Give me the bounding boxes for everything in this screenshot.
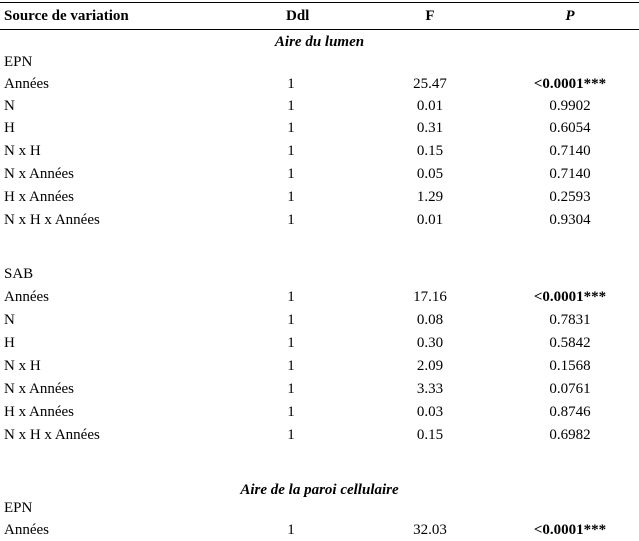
row-f: 32.03 bbox=[413, 522, 447, 538]
group-label bbox=[0, 497, 639, 519]
row-p: 0.7831 bbox=[549, 312, 591, 328]
section-title: Aire du lumen bbox=[274, 34, 365, 50]
row-f: 0.01 bbox=[416, 98, 444, 114]
row-source: H x Années bbox=[4, 189, 74, 205]
row-source: N x Années bbox=[4, 381, 74, 397]
row-p: 0.1568 bbox=[549, 358, 591, 374]
row-source: N x H x Années bbox=[4, 427, 100, 443]
table-row bbox=[0, 186, 639, 208]
row-p: 0.8746 bbox=[549, 404, 591, 420]
row-p: 0.7140 bbox=[549, 166, 591, 182]
header-ddl: Ddl bbox=[286, 8, 310, 24]
row-source: N x H x Années bbox=[4, 212, 100, 228]
row-source: Années bbox=[4, 522, 49, 538]
row-f: 0.30 bbox=[416, 335, 444, 351]
table-row bbox=[0, 95, 639, 117]
row-f: 17.16 bbox=[413, 289, 447, 305]
row-ddl: 1 bbox=[287, 98, 295, 114]
row-f: 25.47 bbox=[413, 76, 447, 92]
group-label bbox=[0, 51, 639, 73]
group-name: SAB bbox=[4, 266, 34, 282]
table-row bbox=[0, 209, 639, 231]
row-p: 0.6054 bbox=[549, 120, 591, 136]
row-ddl: 1 bbox=[287, 427, 295, 443]
table-row bbox=[0, 519, 639, 541]
row-p: 0.7140 bbox=[549, 143, 591, 159]
row-ddl: 1 bbox=[287, 289, 295, 305]
row-p: 0.9304 bbox=[549, 212, 591, 228]
table-row bbox=[0, 286, 639, 308]
group-name: EPN bbox=[4, 54, 33, 70]
row-source: Années bbox=[4, 289, 49, 305]
row-f: 2.09 bbox=[416, 358, 444, 374]
table-row bbox=[0, 378, 639, 400]
table-row bbox=[0, 309, 639, 331]
row-source: H bbox=[4, 335, 15, 351]
row-f: 0.15 bbox=[416, 427, 444, 443]
row-p: 0.6982 bbox=[549, 427, 591, 443]
row-source: N x H bbox=[4, 358, 41, 374]
row-ddl: 1 bbox=[287, 404, 295, 420]
row-p: 0.0761 bbox=[549, 381, 591, 397]
row-p: 0.5842 bbox=[549, 335, 591, 351]
row-ddl: 1 bbox=[287, 143, 295, 159]
row-ddl: 1 bbox=[287, 212, 295, 228]
row-ddl: 1 bbox=[287, 522, 295, 538]
row-ddl: 1 bbox=[287, 381, 295, 397]
row-source: N x Années bbox=[4, 166, 74, 182]
row-source: N bbox=[4, 312, 15, 328]
table-row bbox=[0, 73, 639, 95]
row-ddl: 1 bbox=[287, 76, 295, 92]
header-source: Source de variation bbox=[4, 8, 129, 24]
row-f: 0.31 bbox=[416, 120, 444, 136]
row-f: 0.08 bbox=[416, 312, 444, 328]
table-row bbox=[0, 140, 639, 162]
row-p: 0.9902 bbox=[549, 98, 591, 114]
header-rule bbox=[0, 29, 639, 30]
row-f: 0.05 bbox=[416, 166, 444, 182]
table-row bbox=[0, 424, 639, 446]
row-source: N x H bbox=[4, 143, 41, 159]
row-p: <0.0001*** bbox=[533, 522, 607, 538]
row-p: 0.2593 bbox=[549, 189, 591, 205]
row-p: <0.0001*** bbox=[533, 76, 607, 92]
row-f: 3.33 bbox=[416, 381, 444, 397]
row-ddl: 1 bbox=[287, 120, 295, 136]
row-p: <0.0001*** bbox=[533, 289, 607, 305]
row-ddl: 1 bbox=[287, 189, 295, 205]
row-f: 1.29 bbox=[416, 189, 444, 205]
group-label bbox=[0, 263, 639, 285]
row-source: H x Années bbox=[4, 404, 74, 420]
row-source: H bbox=[4, 120, 15, 136]
table-row bbox=[0, 117, 639, 139]
header-p: P bbox=[565, 8, 575, 24]
header-f: F bbox=[425, 8, 435, 24]
row-source: N bbox=[4, 98, 15, 114]
row-f: 0.03 bbox=[416, 404, 444, 420]
table-row bbox=[0, 332, 639, 354]
row-ddl: 1 bbox=[287, 312, 295, 328]
section-title: Aire de la paroi cellulaire bbox=[240, 482, 399, 498]
row-ddl: 1 bbox=[287, 335, 295, 351]
row-f: 0.01 bbox=[416, 212, 444, 228]
row-ddl: 1 bbox=[287, 358, 295, 374]
table-row bbox=[0, 401, 639, 423]
row-ddl: 1 bbox=[287, 166, 295, 182]
row-f: 0.15 bbox=[416, 143, 444, 159]
group-name: EPN bbox=[4, 500, 33, 516]
row-source: Années bbox=[4, 76, 49, 92]
top-rule bbox=[0, 2, 639, 3]
table-row bbox=[0, 355, 639, 377]
table-row bbox=[0, 163, 639, 185]
